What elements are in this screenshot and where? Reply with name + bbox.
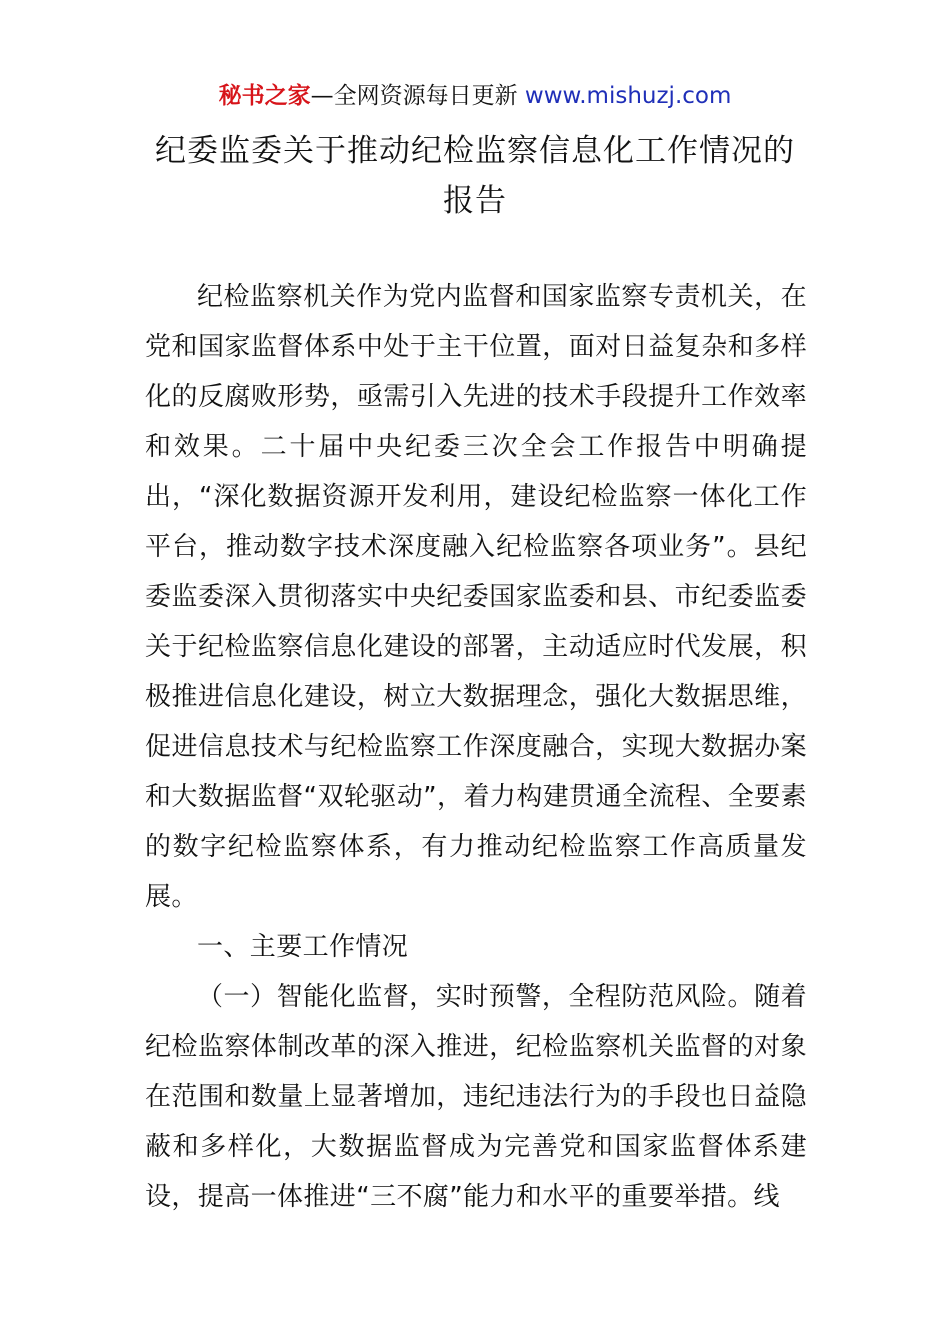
site-tagline: —全网资源每日更新 [310, 83, 518, 109]
section-heading: 一、主要工作情况 [197, 932, 409, 962]
document-title: 纪委监委关于推动纪检监察信息化工作情况的报告 [155, 133, 795, 219]
site-brand: 秘书之家 [218, 83, 311, 109]
site-url[interactable]: www.mishuzj.com [524, 83, 732, 109]
document-body [145, 272, 807, 1222]
paragraph-section-1: （一）智能化监督，实时预警，全程防范风险。随着纪检监察体制改革的深入推进，纪检监察机关监督的对象在范围和数量上显著增加，违纪违法行为的手段也日益隐蔽和多样化，大数据监督成为完善党和国家监督体系建设，提高一体推进“三不腐”能力和水平的重要举措。线 [145, 982, 807, 1212]
site-header [0, 80, 950, 112]
paragraph-intro: 纪检监察机关作为党内监督和国家监察专责机关，在党和国家监督体系中处于主干位置，面对日益复杂和多样化的反腐败形势，亟需引入先进的技术手段提升工作效率和效果。二十届中央纪委三次全会工作报告中明确提出，“深化数据资源开发利用，建设纪检监察一体化工作平台，推动数字技术深度融入纪检监察各项业务”。县纪委监委深入贯彻落实中央纪委国家监委和县、市纪委监委关于纪检监察信息化建设的部署，主动适应时代发展，积极推进信息化建设，树立大数据理念，强化大数据思维，促进信息技术与纪检监察工作深度融合，实现大数据办案和大数据监督“双轮驱动”，着力构建贯通全流程、全要素的数字纪检监察体系，有力推动纪检监察工作高质量发展。 [145, 282, 807, 912]
